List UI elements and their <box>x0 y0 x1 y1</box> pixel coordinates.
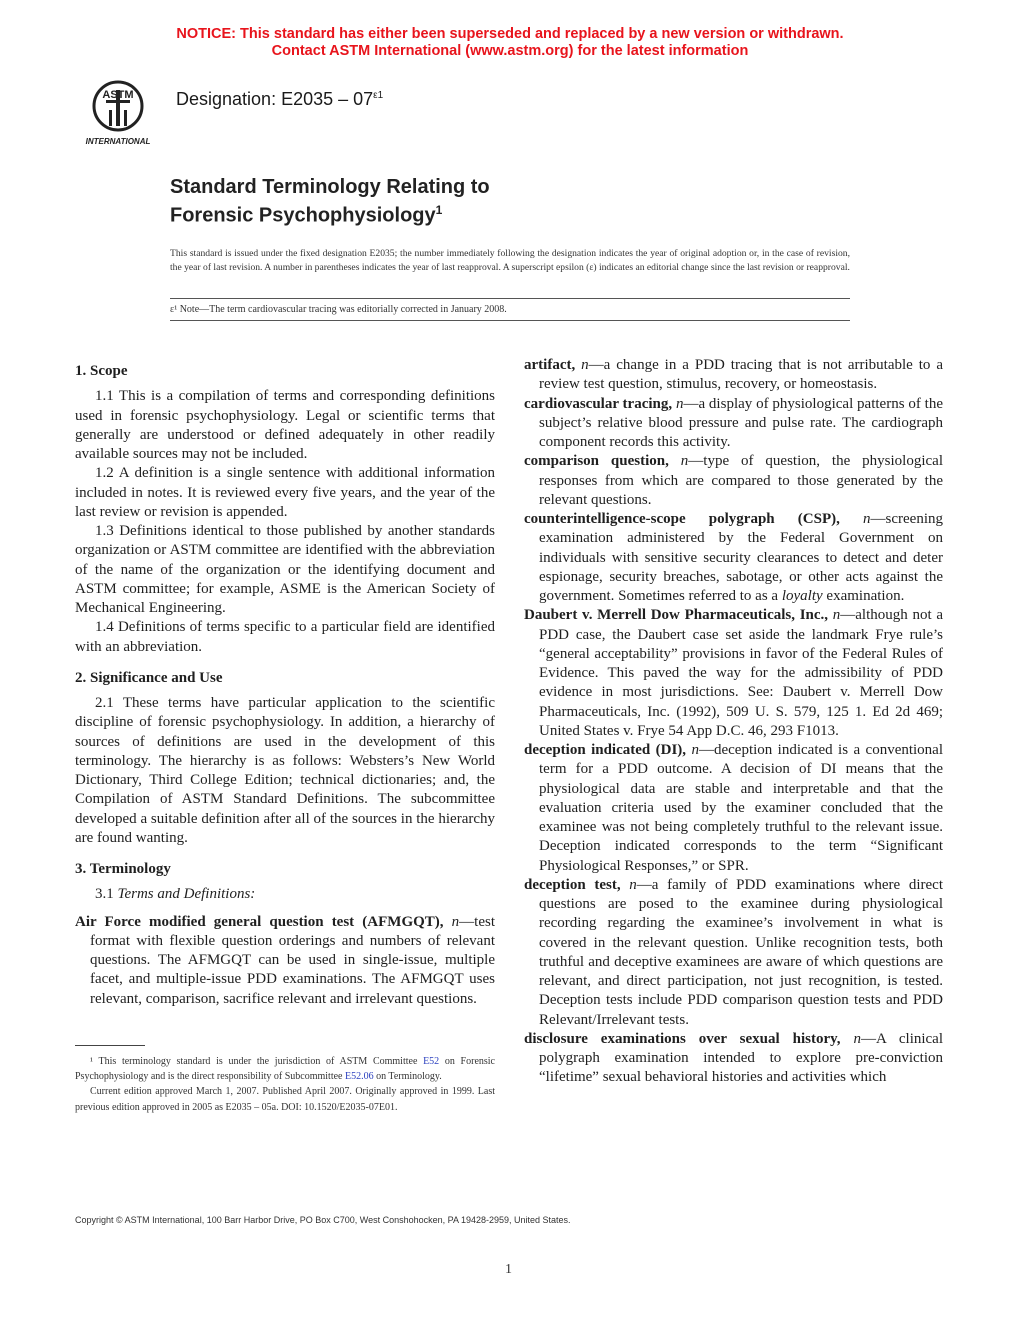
footnote-text: on Forensic Psychophysiology and is the direct responsibility of Subcommittee <box>75 1056 495 1083</box>
withdrawal-notice <box>0 26 1020 60</box>
footnote-text: on Terminology. <box>373 1071 442 1083</box>
term-csp <box>524 510 943 606</box>
paragraph-1-3: 1.3 Definitions identical to those published by another standards organization or ASTM committee are identified with the abbreviation of the name of the organization or the identifying document and ASTM committee; for example, ASME is the American Society of Mechanical Engineering. <box>75 523 495 616</box>
paragraph-3-1-italic: Terms and Definitions: <box>117 886 256 903</box>
term-cardiovascular-tracing <box>524 395 943 453</box>
right-column <box>524 356 943 1088</box>
paragraph-2-1: 2.1 These terms have particular application to the scientific discipline of forensic psychophysiology. In addition, a hierarchy of sources of definitions are used in the development of this terminology. The hierarchy is as follows: Websters’s New World Dictionary, Third College Edition; technical dictionaries; and, the Compilation of ASTM Standard Definitions. The subcommittee developed a suitable definition after all of the sources in the hierarchy are found wanting. <box>75 695 495 846</box>
astm-logo-icon <box>76 76 160 148</box>
term-label: Air Force modified general question test (AFMGQT), <box>75 913 444 930</box>
term-definition: —a display of physiological patterns of the subject’s relative blood pressure and pulse rate. The cardiograph component records this activity. <box>539 395 944 450</box>
logo-sub: INTERNATIONAL <box>85 137 151 146</box>
designation <box>176 89 383 110</box>
term-disclosure-examinations <box>524 1030 943 1088</box>
paragraph-3-1 <box>75 885 495 904</box>
term-definition: examination. <box>822 588 905 604</box>
term-label: deception test, <box>524 876 621 893</box>
term-label: Daubert v. Merrell Dow Pharmaceuticals, Inc., <box>524 607 829 624</box>
paragraph-1-2: 1.2 A definition is a single sentence with additional information included in notes. It is reviewed every five years, and the year of the last review or revision is appended. <box>75 465 495 520</box>
footnote-paragraph-2: Current edition approved March 1, 2007. Published April 2007. Originally approved in 1999. Last previous edition approved in 2005 as E2035 – 05a. DOI: 10.1520/E2035-07E01. <box>75 1086 495 1113</box>
logo-text: ASTM <box>102 89 134 101</box>
term-label: disclosure examinations over sexual history, <box>524 1030 841 1047</box>
paragraph-3-1-number: 3.1 <box>95 886 118 903</box>
term-afmgqt <box>75 913 495 1009</box>
term-definition-italic: loyalty <box>781 588 823 604</box>
designation-text: Designation: E2035 – 07 <box>176 89 374 109</box>
term-pos: n <box>832 607 841 624</box>
footnote-text: ¹ This terminology standard is under the jurisdiction of ASTM Committee <box>90 1056 424 1067</box>
title-footnote-ref: 1 <box>435 203 443 217</box>
term-comparison-question <box>524 452 943 510</box>
term-pos: n <box>853 1030 861 1047</box>
term-definition: —a change in a PDD tracing that is not arributable to a review test question, stimulus, recovery, or homeostasis. <box>539 357 943 393</box>
notice-line-2: Contact ASTM International (www.astm.org) for the latest information <box>271 43 749 59</box>
divider <box>170 298 850 299</box>
term-artifact <box>524 356 943 395</box>
term-daubert <box>524 606 943 741</box>
term-pos: n <box>691 742 699 758</box>
subcommittee-link[interactable]: E52.06 <box>344 1071 374 1083</box>
term-pos: n <box>451 913 460 930</box>
term-label: counterintelligence-scope polygraph (CSP), <box>524 511 840 527</box>
term-deception-test <box>524 876 943 1030</box>
astm-logo <box>76 76 160 148</box>
term-label: cardiovascular tracing, <box>524 395 673 412</box>
term-definition: —a family of PDD examinations where direct questions are posed to the examinee during physiological recording regarding the examinee’s involvement in what is covered in the relevant question. Unlike recognition tests, both truthful and deceptive examinees are aware of which questions are relevant, and direct participation, not just recognition, is tested. Deception tests include PDD comparison question tests and PDD Relevant/Irrelevant tests. <box>539 876 943 1028</box>
term-pos: n <box>863 511 871 527</box>
left-column <box>75 356 495 1009</box>
paragraph-1-1: 1.1 This is a compilation of terms and corresponding definitions used in forensic psychophysiology. Legal or scientific terms that generally are understood or defined adequately in other readily available sources may not be included. <box>75 388 495 462</box>
title-line-2: Forensic Psychophysiology <box>170 204 436 227</box>
section-heading-scope: 1. Scope <box>75 363 128 379</box>
issued-note: This standard is issued under the fixed designation E2035; the number immediately following the designation indicates the year of original adoption or, in the case of revision, the year of last revision. A number in parentheses indicates the year of last reapproval. A superscript epsilon (ε) indicates an editorial change since the last revision or reapproval. <box>170 248 850 274</box>
designation-sup: ε1 <box>373 90 384 101</box>
term-label: artifact, <box>524 357 576 373</box>
committee-link[interactable]: E52 <box>423 1056 440 1067</box>
term-pos: n <box>581 357 589 373</box>
term-pos: n <box>680 453 689 470</box>
term-definition: —although not a PDD case, the Daubert case set aside the landmark Frye rule’s “general acceptability” provisions in favor of the Federal Rules of Evidence. This paved the way for the admissibility of PDD evidence in most jurisdictions. See: Daubert v. Merrell Dow Pharmaceuticals, Inc. (1992), 509 U. S. 579, 125 1. Ed 2d 469; United States v. Frye 54 App D.C. 46, 293 F1013. <box>539 607 944 739</box>
footnote <box>75 1054 495 1115</box>
term-definition: —deception indicated is a conventional term for a PDD outcome. A decision of DI means that the physiological data are stable and interpretable and that the evaluation criteria used by the examiner concluded that the examinee was not being completely truthful to the relevant issue. Deception indicated corresponds to the term “Significant Physiological Responses,” or SPR. <box>539 742 944 874</box>
divider <box>170 320 850 321</box>
term-pos: n <box>629 876 637 893</box>
section-heading-significance: 2. Significance and Use <box>75 669 223 686</box>
title-line-1: Standard Terminology Relating to <box>170 176 490 198</box>
term-definition: —A clinical polygraph examination intended to explore pre-conviction “lifetime” sexual behavioral histories and activities which <box>539 1030 944 1086</box>
notice-line-1: NOTICE: This standard has either been superseded and replaced by a new version or withdrawn. <box>176 26 844 42</box>
term-definition: —test format with flexible question orderings and numbers of relevant questions. The AFMGQT can be used in single-issue, multiple facet, and multiple-issue PDD examinations. The AFMGQT uses relevant, comparison, sacrifice relevant and irrelevant questions. <box>90 913 495 1007</box>
epsilon-note: ε¹ Note—The term cardiovascular tracing was editorially corrected in January 2008. <box>170 304 507 315</box>
term-definition: —screening examination administered by the Federal Government on individuals with sensitive security clearances to detect and deter espionage, security breaches, sabotage, or other acts against the government. Sometimes referred to as a <box>539 511 943 604</box>
term-label: comparison question, <box>524 453 669 470</box>
term-definition: —type of question, the physiological responses from which are compared to those generated by the relevant questions. <box>539 453 943 508</box>
footnote-divider <box>75 1045 145 1046</box>
term-label: deception indicated (DI), <box>524 742 687 758</box>
term-pos: n <box>675 395 684 412</box>
section-heading-terminology: 3. Terminology <box>75 861 171 877</box>
footnote-paragraph-1 <box>75 1054 495 1084</box>
term-deception-indicated <box>524 741 943 876</box>
copyright: Copyright © ASTM International, 100 Barr Harbor Drive, PO Box C700, West Conshohocken, PA 19428-2959, United States. <box>75 1215 571 1225</box>
page-title <box>170 176 490 228</box>
paragraph-1-4: 1.4 Definitions of terms specific to a particular field are identified with an abbreviation. <box>75 619 495 655</box>
page-number: 1 <box>505 1262 512 1277</box>
